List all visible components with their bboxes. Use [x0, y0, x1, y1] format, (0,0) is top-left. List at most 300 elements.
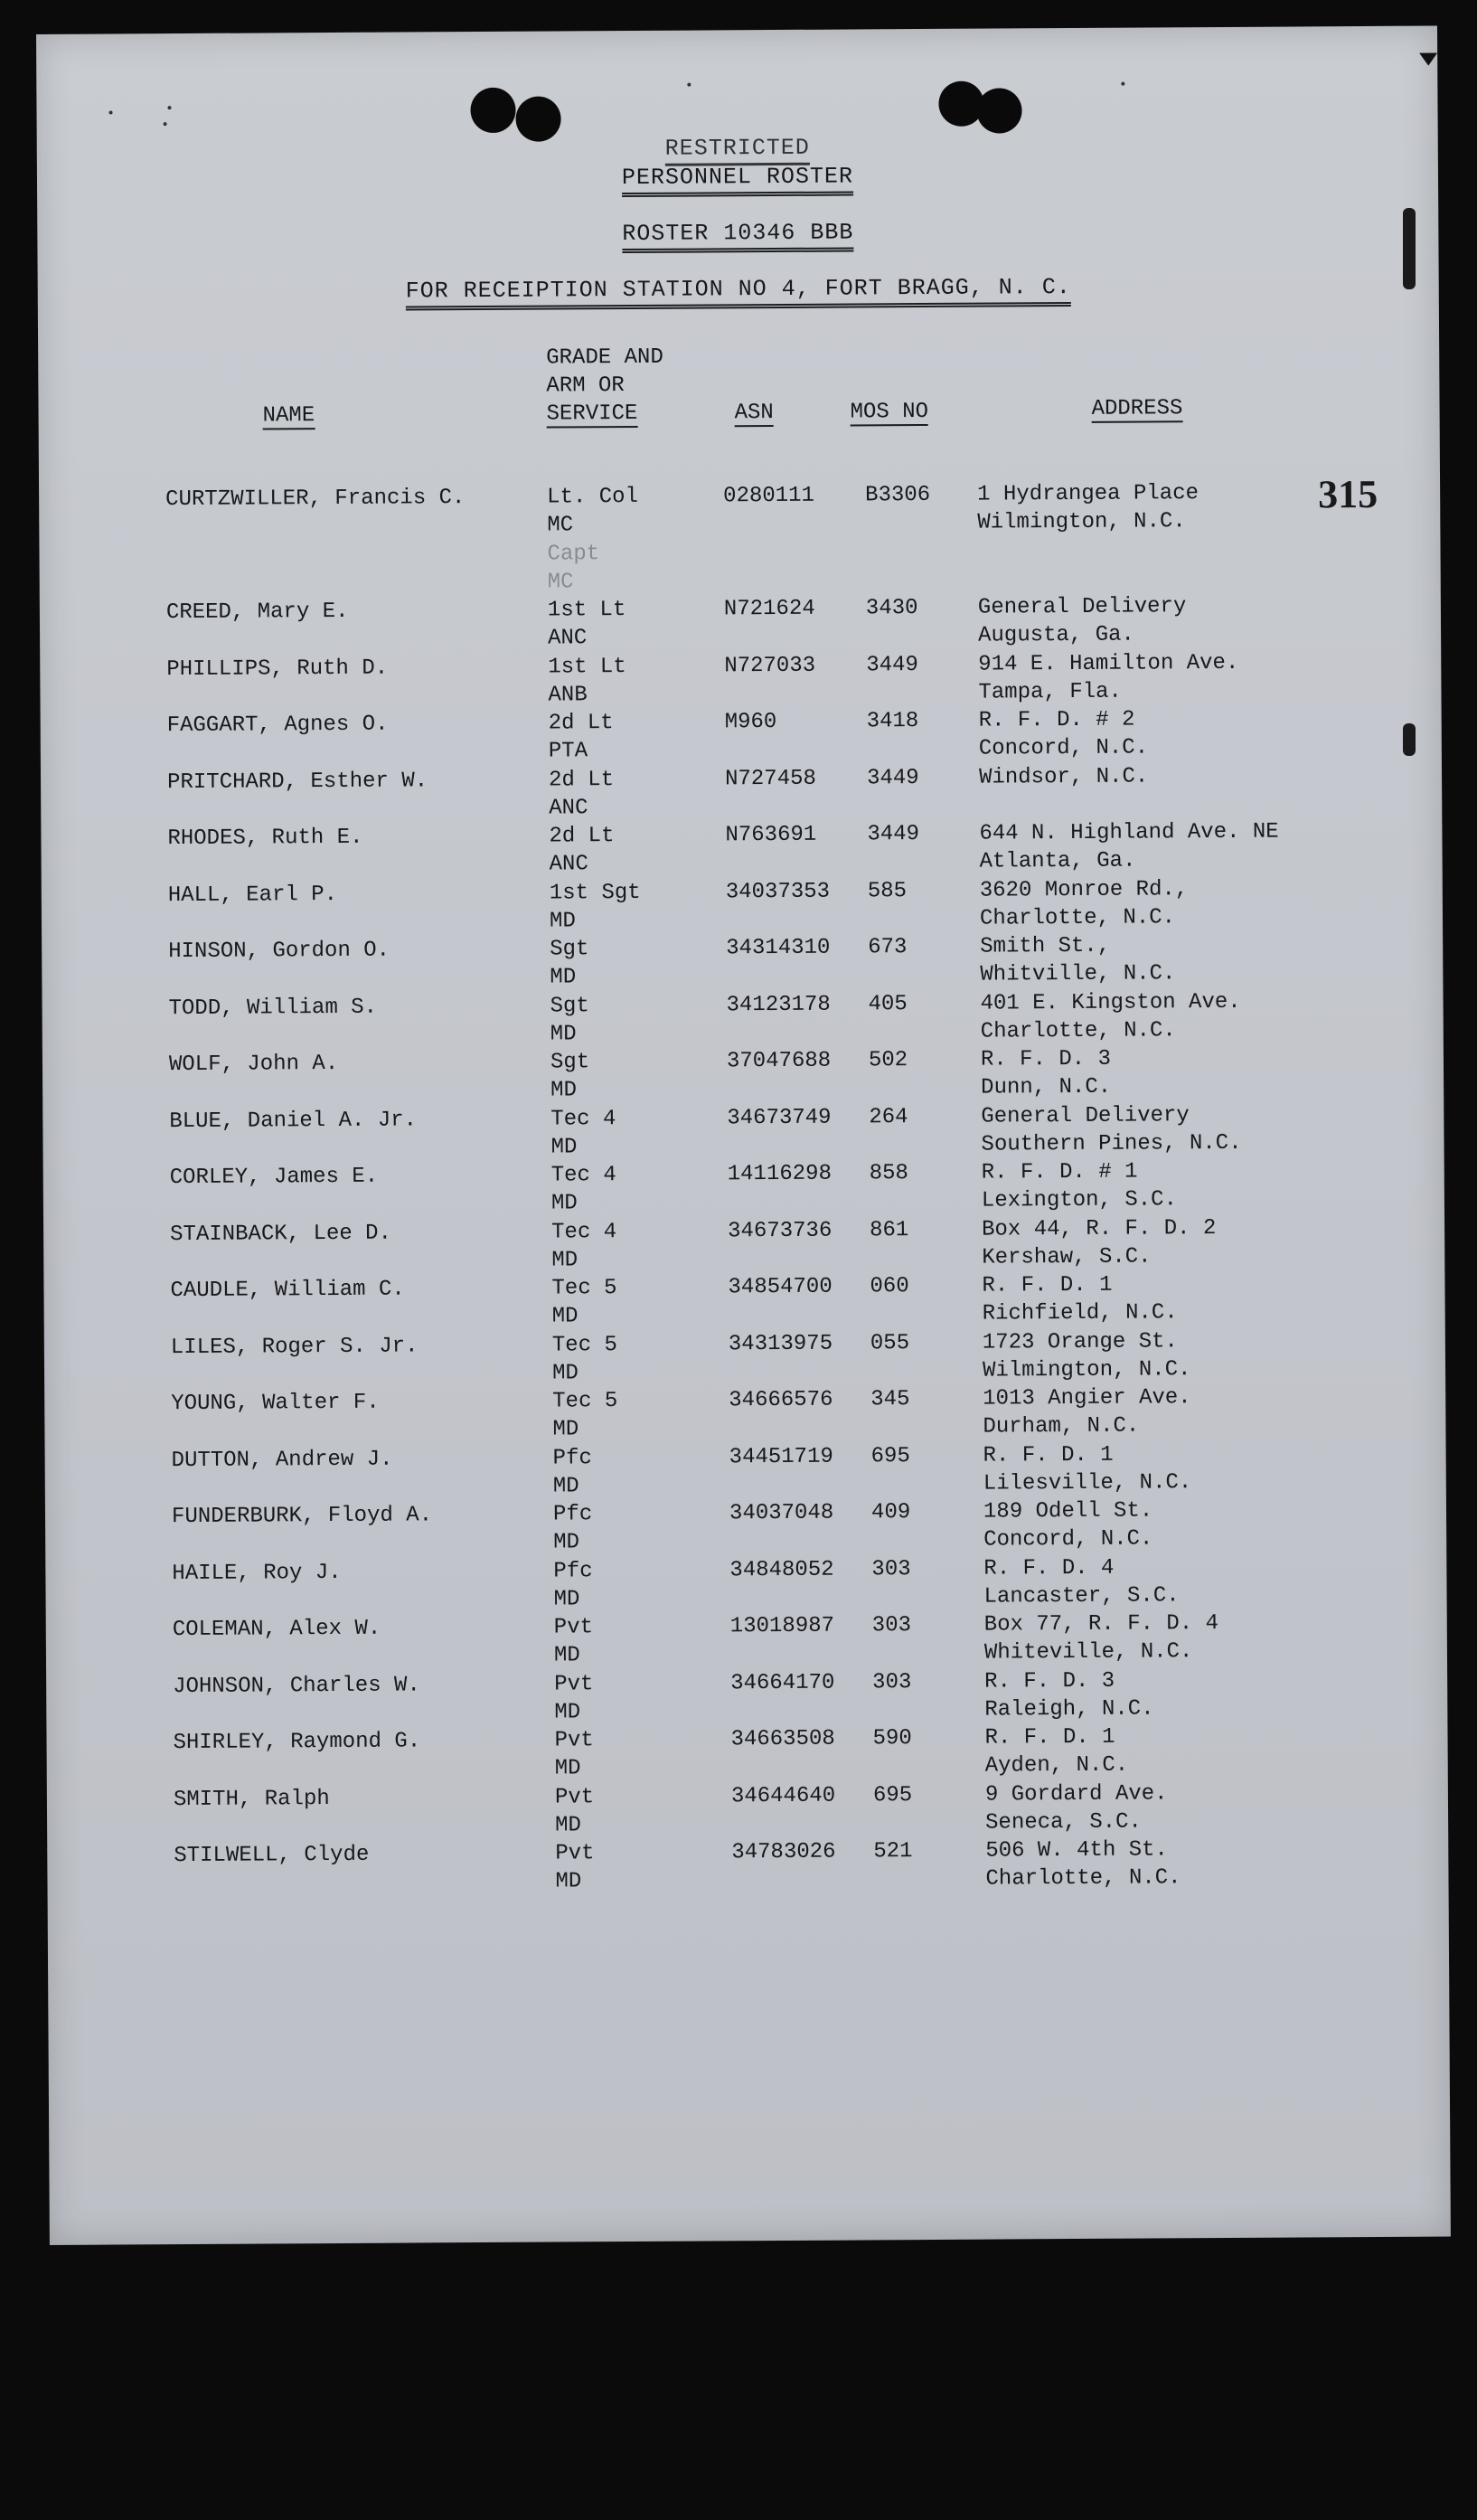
table-row — [39, 534, 1440, 599]
asn-asn: 34783026 — [731, 1839, 836, 1865]
table-row — [41, 817, 1442, 882]
asn-cell — [729, 1555, 833, 1584]
name-name: YOUNG, Walter F. — [171, 1390, 380, 1417]
mos-cell — [866, 651, 918, 679]
address-cell — [981, 1045, 1111, 1102]
asn-cell — [729, 1386, 833, 1415]
mos-mos: 695 — [872, 1782, 913, 1807]
mos-mos: 502 — [868, 1048, 908, 1073]
column-header-grade: GRADE AND ARM OR SERVICE — [546, 344, 663, 427]
roster-page — [36, 26, 1451, 2245]
table-row — [46, 1665, 1447, 1729]
address-cell — [980, 875, 1189, 932]
grade-cell — [549, 822, 614, 878]
address-cell — [983, 1496, 1153, 1553]
grade-grade: Sgt — [550, 993, 589, 1019]
grade-grade: Tec 5 — [551, 1276, 617, 1301]
grade-grade: 2d Lt — [549, 824, 615, 849]
grade-service: MD — [549, 908, 576, 934]
name-name: TODD, William S. — [168, 995, 378, 1021]
mos-cell — [873, 1781, 912, 1809]
grade-grade: Pfc — [552, 1502, 593, 1527]
asn-cell — [723, 482, 814, 511]
asn-asn: 34673749 — [727, 1105, 832, 1130]
grade-service: ANB — [548, 682, 588, 708]
mos-mos: 673 — [868, 935, 908, 960]
grade-cell — [553, 1444, 593, 1500]
grade-service: MD — [552, 1417, 579, 1442]
grade-service: ANC — [548, 626, 588, 651]
grade-grade: Pvt — [553, 1615, 594, 1640]
mos-mos: 3449 — [866, 765, 919, 790]
table-row — [42, 930, 1443, 995]
grade-grade: Pvt — [554, 1671, 594, 1697]
address-cell — [979, 762, 1148, 791]
address-addr1: 1723 Orange St. — [982, 1328, 1178, 1355]
grade-service: MD — [550, 965, 577, 990]
grade-grade: Sgt — [550, 1050, 590, 1075]
asn-asn: 34666576 — [729, 1387, 833, 1413]
asn-asn: 34644640 — [730, 1783, 836, 1808]
mos-mos: 695 — [870, 1443, 910, 1468]
address-addr1: 3620 Monroe Rd., — [979, 876, 1189, 903]
grade-cell — [551, 1218, 616, 1274]
grade-service: MD — [550, 1078, 578, 1103]
mos-cell — [868, 933, 907, 961]
name-cell — [166, 598, 349, 627]
asn-cell — [730, 1725, 834, 1754]
punch-hole — [976, 88, 1021, 133]
table-row — [43, 1213, 1444, 1277]
table-row — [46, 1721, 1447, 1785]
mos-mos: 3449 — [866, 652, 918, 677]
name-cell — [170, 1163, 379, 1192]
grade-cell — [552, 1331, 617, 1387]
name-name: SMITH, Ralph — [173, 1786, 330, 1812]
table-row — [45, 1496, 1446, 1560]
grade-cell — [552, 1387, 617, 1443]
address-addr2: Charlotte, N.C. — [985, 1865, 1181, 1892]
address-addr2: Charlotte, N.C. — [980, 1017, 1176, 1044]
grade-service: MD — [550, 1134, 578, 1160]
grade-service: MC — [547, 513, 574, 538]
address-addr2: Ayden, N.C. — [984, 1752, 1129, 1779]
asn-cell — [731, 1838, 835, 1867]
table-row — [41, 704, 1442, 769]
address-addr2: Richfield, N.C. — [982, 1300, 1178, 1326]
table-row — [42, 873, 1443, 938]
page-number: 315 — [1317, 471, 1378, 517]
name-cell — [166, 654, 388, 683]
grade-cell — [553, 1557, 593, 1613]
grade-grade: Capt — [547, 541, 600, 567]
asn-asn: 0280111 — [723, 483, 815, 509]
address-addr1: 9 Gordard Ave. — [984, 1780, 1168, 1807]
name-name: BLUE, Daniel A. Jr. — [169, 1107, 418, 1134]
address-cell — [980, 987, 1240, 1045]
name-cell — [172, 1501, 432, 1531]
address-addr1: 644 N. Highland Ave. NE — [979, 819, 1279, 846]
table-row — [45, 1552, 1446, 1616]
grade-grade: Pfc — [553, 1558, 593, 1584]
mos-cell — [867, 707, 919, 735]
mos-mos: 861 — [870, 1217, 909, 1242]
address-addr1: 189 Odell St. — [983, 1498, 1153, 1524]
asn-cell — [728, 1273, 832, 1302]
grade-grade: 1st Sgt — [549, 880, 641, 906]
address-addr2: Charlotte, N.C. — [979, 904, 1176, 931]
grade-cell — [547, 483, 638, 540]
grade-grade: Tec 4 — [550, 1163, 616, 1188]
asn-asn: 34123178 — [726, 992, 831, 1017]
address-addr2: Whiteville, N.C. — [983, 1639, 1193, 1666]
asn-cell — [729, 1329, 833, 1358]
asn-asn: N727458 — [724, 766, 816, 791]
name-cell — [169, 1050, 338, 1079]
grade-grade: Sgt — [550, 937, 589, 962]
corner-mark — [1419, 53, 1437, 66]
asn-asn: 34314310 — [726, 935, 831, 961]
grade-grade: Pvt — [555, 1841, 595, 1866]
address-addr1: R. F. D. # 1 — [981, 1159, 1138, 1185]
address-addr2: Lexington, S.C. — [981, 1187, 1178, 1213]
address-addr1: 1 Hydrangea Place — [977, 481, 1199, 507]
name-name: CREED, Mary E. — [165, 599, 349, 626]
address-addr1: R. F. D. 1 — [984, 1724, 1115, 1751]
grade-cell — [554, 1670, 594, 1726]
grade-grade: Pfc — [552, 1445, 592, 1471]
address-addr1: R. F. D. 3 — [984, 1668, 1115, 1694]
name-cell — [174, 1841, 369, 1870]
address-addr2: Atlanta, Ga. — [979, 848, 1136, 874]
asn-cell — [725, 708, 777, 736]
mos-mos: 585 — [867, 878, 908, 903]
mos-cell — [867, 764, 919, 792]
mos-mos: 060 — [870, 1274, 909, 1299]
address-cell — [984, 1609, 1219, 1667]
grade-cell — [548, 596, 626, 653]
speck — [109, 110, 113, 114]
name-name: HAILE, Roy J. — [172, 1560, 342, 1586]
name-name: STILWELL, Clyde — [174, 1842, 370, 1869]
asn-cell — [729, 1499, 833, 1528]
grade-cell — [555, 1839, 595, 1895]
address-addr1: 1013 Angier Ave. — [983, 1385, 1191, 1411]
mos-cell — [869, 1103, 908, 1131]
table-row — [42, 986, 1443, 1051]
mos-mos: 3449 — [867, 822, 920, 847]
address-addr1: General Delivery — [977, 594, 1187, 620]
grade-service: MD — [554, 1756, 581, 1781]
mos-mos: 3418 — [866, 709, 919, 734]
name-cell — [167, 711, 389, 740]
mos-cell — [871, 1498, 910, 1526]
mos-cell — [867, 820, 919, 848]
edge-tab — [1403, 723, 1416, 756]
address-cell — [981, 1100, 1241, 1158]
grade-cell — [550, 935, 589, 991]
mos-cell — [868, 877, 907, 905]
asn-cell — [730, 1668, 834, 1697]
grade-grade: Lt. Col — [547, 484, 639, 510]
name-cell — [165, 484, 465, 514]
grade-cell — [555, 1783, 595, 1839]
punch-hole — [470, 88, 515, 133]
mos-cell — [872, 1724, 911, 1752]
address-addr2: Dunn, N.C. — [981, 1074, 1112, 1100]
asn-asn: 34673736 — [728, 1218, 833, 1243]
name-cell — [173, 1671, 420, 1701]
grade-service: MD — [551, 1247, 579, 1273]
document-title: PERSONNEL ROSTER — [37, 160, 1438, 201]
address-addr1: R. F. D. # 2 — [978, 707, 1135, 733]
asn-cell — [727, 1103, 831, 1132]
asn-asn: 34037353 — [725, 879, 831, 904]
grade-grade: Tec 5 — [552, 1389, 618, 1414]
mos-mos: 264 — [869, 1104, 908, 1129]
address-cell — [979, 706, 1149, 763]
address-addr2: Southern Pines, N.C. — [981, 1130, 1242, 1157]
punch-hole — [515, 96, 560, 141]
grade-grade: 1st Lt — [547, 598, 626, 623]
grade-cell — [554, 1726, 594, 1782]
mos-cell — [871, 1442, 910, 1470]
grade-service: MD — [555, 1812, 582, 1838]
grade-grade: Pvt — [554, 1728, 594, 1753]
asn-asn: 34854700 — [728, 1274, 833, 1300]
asn-cell — [725, 764, 816, 793]
grade-service: PTA — [548, 739, 588, 764]
grade-service: MD — [553, 1530, 580, 1555]
name-cell — [168, 993, 377, 1022]
roster-number: ROSTER 10346 BBB — [37, 216, 1438, 257]
grade-cell — [551, 1161, 616, 1217]
table-row — [43, 1269, 1444, 1334]
address-addr1: 914 E. Hamilton Ave. — [978, 650, 1239, 677]
table-row — [42, 1043, 1444, 1108]
grade-grade: 2d Lt — [548, 711, 614, 736]
mos-mos: 858 — [869, 1161, 909, 1186]
grade-service: MC — [547, 569, 574, 595]
column-header-name: NAME — [262, 403, 315, 429]
name-cell — [168, 937, 390, 966]
grade-service: MD — [551, 1304, 579, 1329]
address-addr1: R. F. D. 1 — [983, 1442, 1114, 1468]
asn-cell — [726, 934, 830, 963]
address-cell — [980, 931, 1175, 988]
grade-service: MD — [553, 1586, 580, 1612]
grade-grade: 1st Lt — [548, 654, 626, 680]
grade-cell — [547, 540, 599, 596]
address-cell — [978, 648, 1238, 706]
address-addr2: Lancaster, S.C. — [983, 1582, 1180, 1609]
name-cell — [170, 1276, 404, 1306]
grade-service: MD — [550, 1021, 577, 1047]
address-addr2: Augusta, Ga. — [978, 622, 1134, 648]
asn-cell — [728, 1160, 832, 1189]
mos-mos: 405 — [868, 991, 908, 1016]
address-cell — [984, 1666, 1154, 1723]
address-addr2: Tampa, Fla. — [978, 679, 1122, 705]
grade-cell — [548, 653, 626, 710]
asn-cell — [724, 651, 815, 680]
name-name: FUNDERBURK, Floyd A. — [171, 1503, 433, 1530]
address-cell — [977, 479, 1199, 536]
column-header-address: ADDRESS — [1091, 396, 1183, 421]
mos-mos: B3306 — [865, 482, 931, 508]
asn-asn: 34663508 — [730, 1726, 835, 1752]
grade-cell — [550, 1048, 590, 1104]
asn-asn: 34313975 — [728, 1331, 833, 1356]
table-row — [41, 760, 1442, 825]
asn-cell — [731, 1781, 835, 1810]
mos-mos: 303 — [872, 1669, 912, 1694]
address-addr1: R. F. D. 4 — [983, 1555, 1115, 1581]
name-name: CURTZWILLER, Francis C. — [165, 486, 466, 513]
asn-cell — [725, 821, 816, 850]
name-cell — [169, 1106, 417, 1136]
table-row — [46, 1608, 1447, 1672]
address-addr2: Concord, N.C. — [978, 735, 1149, 761]
address-addr2: Whitville, N.C. — [980, 961, 1176, 987]
grade-service: ANC — [549, 852, 588, 877]
grade-cell — [554, 1613, 594, 1669]
address-addr2: Kershaw, S.C. — [982, 1243, 1152, 1270]
table-row — [44, 1383, 1445, 1447]
asn-asn: 14116298 — [727, 1161, 833, 1187]
name-cell — [174, 1785, 330, 1814]
address-cell — [985, 1779, 1168, 1836]
speck — [167, 106, 171, 109]
mos-cell — [871, 1555, 910, 1583]
mos-mos: 055 — [870, 1330, 910, 1355]
classification: RESTRICTED — [37, 131, 1438, 170]
mos-cell — [869, 1046, 908, 1074]
address-addr1: 401 E. Kingston Ave. — [980, 989, 1241, 1016]
grade-cell — [550, 992, 589, 1048]
name-cell — [167, 767, 428, 797]
mos-mos: 590 — [872, 1726, 912, 1751]
address-addr1: R. F. D. 3 — [980, 1046, 1112, 1072]
address-cell — [983, 1383, 1191, 1440]
asn-cell — [724, 595, 815, 624]
name-name: HALL, Earl P. — [167, 882, 338, 908]
grade-grade: Tec 5 — [551, 1332, 617, 1358]
address-addr2: Concord, N.C. — [983, 1526, 1153, 1553]
mos-mos: 303 — [871, 1613, 912, 1638]
asn-cell — [727, 1047, 831, 1076]
mos-cell — [870, 1216, 908, 1244]
asn-asn: M960 — [724, 710, 777, 735]
address-addr2: Durham, N.C. — [983, 1413, 1140, 1439]
name-name: STAINBACK, Lee D. — [170, 1221, 392, 1247]
grade-grade: 2d Lt — [548, 767, 615, 793]
grade-cell — [550, 1105, 616, 1161]
destination: FOR RECEIPTION STATION NO 4, FORT BRAGG, N. C. — [38, 272, 1439, 313]
grade-cell — [553, 1500, 593, 1556]
name-cell — [172, 1558, 341, 1587]
name-name: PHILLIPS, Ruth D. — [166, 656, 389, 682]
asn-cell — [730, 1612, 834, 1641]
name-cell — [173, 1615, 381, 1644]
asn-cell — [728, 1216, 832, 1245]
mos-cell — [870, 1272, 908, 1300]
name-name: PRITCHARD, Esther W. — [166, 768, 428, 795]
name-name: HINSON, Gordon O. — [168, 938, 390, 965]
address-addr1: Windsor, N.C. — [978, 764, 1149, 790]
address-cell — [984, 1723, 1128, 1780]
asn-asn: 34664170 — [730, 1670, 835, 1695]
table-row — [40, 591, 1441, 656]
address-addr1: Box 44, R. F. D. 2 — [982, 1215, 1217, 1242]
asn-asn: 34848052 — [729, 1557, 834, 1582]
speck — [1121, 82, 1124, 86]
table-row — [47, 1834, 1448, 1898]
table-row — [43, 1156, 1444, 1221]
address-addr1: Box 77, R. F. D. 4 — [983, 1611, 1219, 1638]
grade-cell — [549, 766, 614, 822]
table-row — [47, 1778, 1448, 1842]
asn-asn: 34037048 — [729, 1500, 834, 1526]
name-name: DUTTON, Andrew J. — [171, 1447, 393, 1473]
asn-asn: 13018987 — [729, 1613, 835, 1639]
address-addr1: Smith St., — [980, 933, 1111, 959]
address-cell — [979, 818, 1279, 876]
address-cell — [983, 1440, 1192, 1497]
address-cell — [982, 1214, 1217, 1272]
address-addr2: Lilesville, N.C. — [983, 1469, 1192, 1496]
asn-asn: N763691 — [725, 822, 817, 848]
address-addr2: Wilmington, N.C. — [977, 509, 1186, 535]
mos-mos: 3430 — [865, 596, 918, 621]
name-cell — [171, 1389, 380, 1418]
grade-service: MD — [554, 1699, 581, 1725]
address-addr2: Seneca, S.C. — [985, 1809, 1143, 1836]
name-name: CAUDLE, William C. — [170, 1277, 405, 1304]
table-row — [39, 478, 1440, 543]
address-cell — [983, 1327, 1191, 1384]
grade-service: MD — [553, 1643, 580, 1668]
address-cell — [978, 592, 1187, 649]
name-name: FAGGART, Agnes O. — [166, 712, 389, 739]
mos-cell — [870, 1385, 909, 1413]
mos-mos: 345 — [870, 1387, 910, 1412]
mos-cell — [865, 481, 930, 509]
edge-tab — [1403, 208, 1416, 289]
name-name: WOLF, John A. — [168, 1051, 339, 1078]
name-cell — [167, 824, 362, 853]
table-row — [44, 1326, 1445, 1390]
name-name: LILES, Roger S. Jr. — [170, 1333, 419, 1360]
grade-service: MD — [550, 1191, 578, 1216]
grade-service: ANC — [549, 795, 588, 821]
address-addr1: R. F. D. 1 — [982, 1272, 1113, 1298]
address-cell — [982, 1157, 1177, 1214]
name-cell — [172, 1445, 393, 1474]
address-cell — [983, 1553, 1179, 1610]
mos-cell — [870, 1329, 909, 1357]
name-cell — [173, 1727, 420, 1757]
address-addr1: 506 W. 4th St. — [985, 1837, 1169, 1864]
name-name: COLEMAN, Alex W. — [172, 1616, 381, 1643]
speck — [687, 83, 691, 87]
asn-asn: N727033 — [724, 653, 816, 678]
name-cell — [170, 1219, 391, 1248]
mos-cell — [873, 1837, 912, 1865]
mos-cell — [866, 594, 918, 622]
grade-service: MD — [551, 1360, 579, 1386]
grade-service: MD — [555, 1869, 582, 1894]
